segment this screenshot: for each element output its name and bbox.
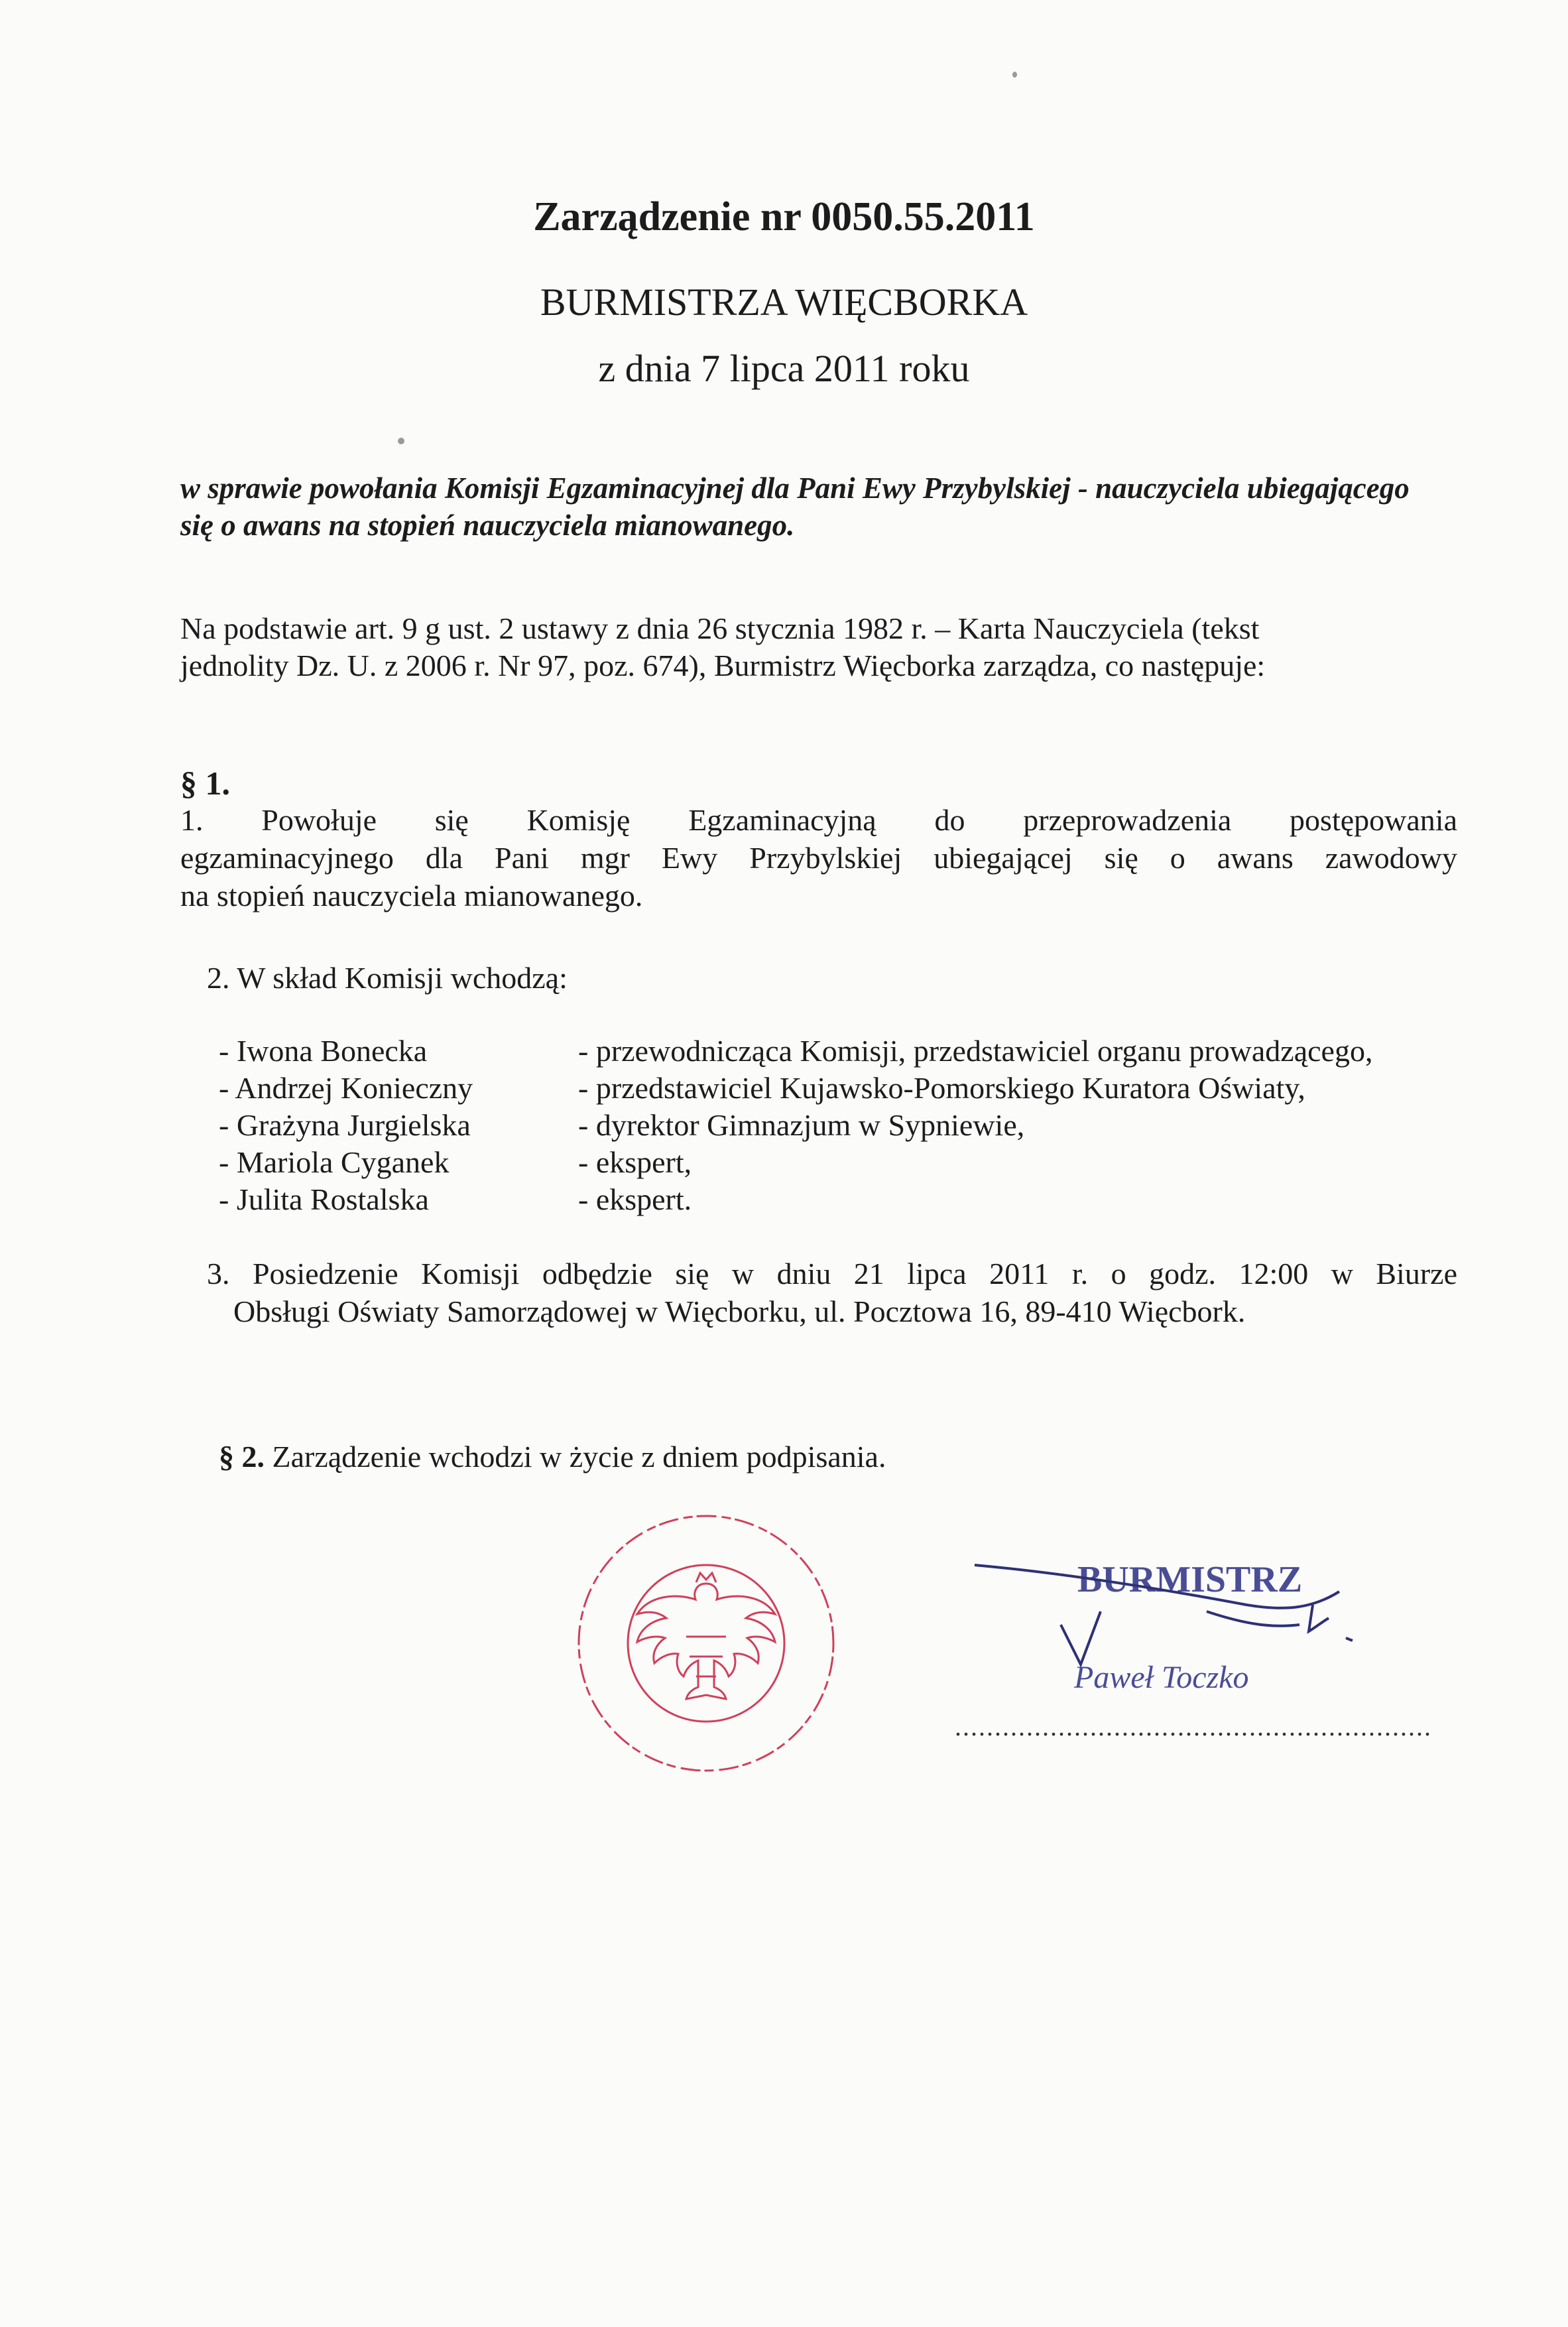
section-1-heading: § 1. <box>180 765 230 802</box>
member-name: - Mariola Cyganek <box>219 1145 450 1179</box>
member-role: - dyrektor Gimnazjum w Sypniewie, <box>578 1108 1025 1142</box>
point-1-line: 1. Powołuje się Komisję Egzaminacyjną do przeprowadzenia postępowania <box>180 803 1457 837</box>
issuer: BURMISTRZA WIĘCBORKA <box>540 281 1028 324</box>
signature-name: Paweł Toczko <box>1074 1660 1249 1695</box>
member-role: - przewodnicząca Komisji, przedstawiciel organu prowadzącego, <box>578 1034 1373 1068</box>
signature-title: BURMISTRZ <box>1077 1559 1303 1600</box>
document-title: Zarządzenie nr 0050.55.2011 <box>533 194 1035 239</box>
point-1-line: na stopień nauczyciela mianowanego. <box>180 879 643 912</box>
section-2-heading: § 2. <box>219 1440 265 1474</box>
member-role: - ekspert, <box>578 1145 692 1179</box>
section-2-text: Zarządzenie wchodzi w życie z dniem podpisania. <box>272 1440 886 1474</box>
subject-line: się o awans na stopień nauczyciela mianowanego. <box>180 509 795 542</box>
point-1-line: egzaminacyjnego dla Pani mgr Ewy Przybylskiej ubiegającej się o awans zawodowy <box>180 841 1457 875</box>
member-name: - Julita Rostalska <box>219 1182 429 1216</box>
basis-line: Na podstawie art. 9 g ust. 2 ustawy z dnia 26 stycznia 1982 r. – Karta Nauczyciela (tekst <box>180 611 1260 645</box>
member-name: - Grażyna Jurgielska <box>219 1108 471 1142</box>
member-name: - Andrzej Konieczny <box>219 1071 473 1105</box>
member-name: - Iwona Bonecka <box>219 1034 428 1068</box>
point-1 <box>180 801 1457 914</box>
point-3-line: Obsługi Oświaty Samorządowej w Więcborku, ul. Pocztowa 16, 89-410 Więcbork. <box>233 1294 1246 1328</box>
point-3 <box>207 1255 1457 1330</box>
document-date: z dnia 7 lipca 2011 roku <box>598 347 970 390</box>
subject <box>180 470 1453 544</box>
subject-line: w sprawie powołania Komisji Egzaminacyjnej dla Pani Ewy Przybylskiej - nauczyciela ubiegającego <box>180 472 1410 505</box>
eagle-emblem-icon <box>637 1573 775 1699</box>
point-2: 2. W skład Komisji wchodzą: <box>207 961 568 995</box>
legal-basis <box>180 610 1460 684</box>
signature-dotted-line: ............................................................ <box>955 1712 1432 1741</box>
basis-line: jednolity Dz. U. z 2006 r. Nr 97, poz. 674), Burmistrz Więcborka zarządza, co następuje: <box>180 649 1266 682</box>
official-stamp <box>564 1504 849 1783</box>
scan-speck <box>398 438 404 444</box>
member-role: - ekspert. <box>578 1182 692 1216</box>
section-2 <box>219 1439 886 1474</box>
member-role: - przedstawiciel Kujawsko-Pomorskiego Kuratora Oświaty, <box>578 1071 1305 1105</box>
point-3-line: 3. Posiedzenie Komisji odbędzie się w dniu 21 lipca 2011 r. o godz. 12:00 w Biurze <box>207 1257 1457 1290</box>
scan-speck <box>1012 72 1017 78</box>
